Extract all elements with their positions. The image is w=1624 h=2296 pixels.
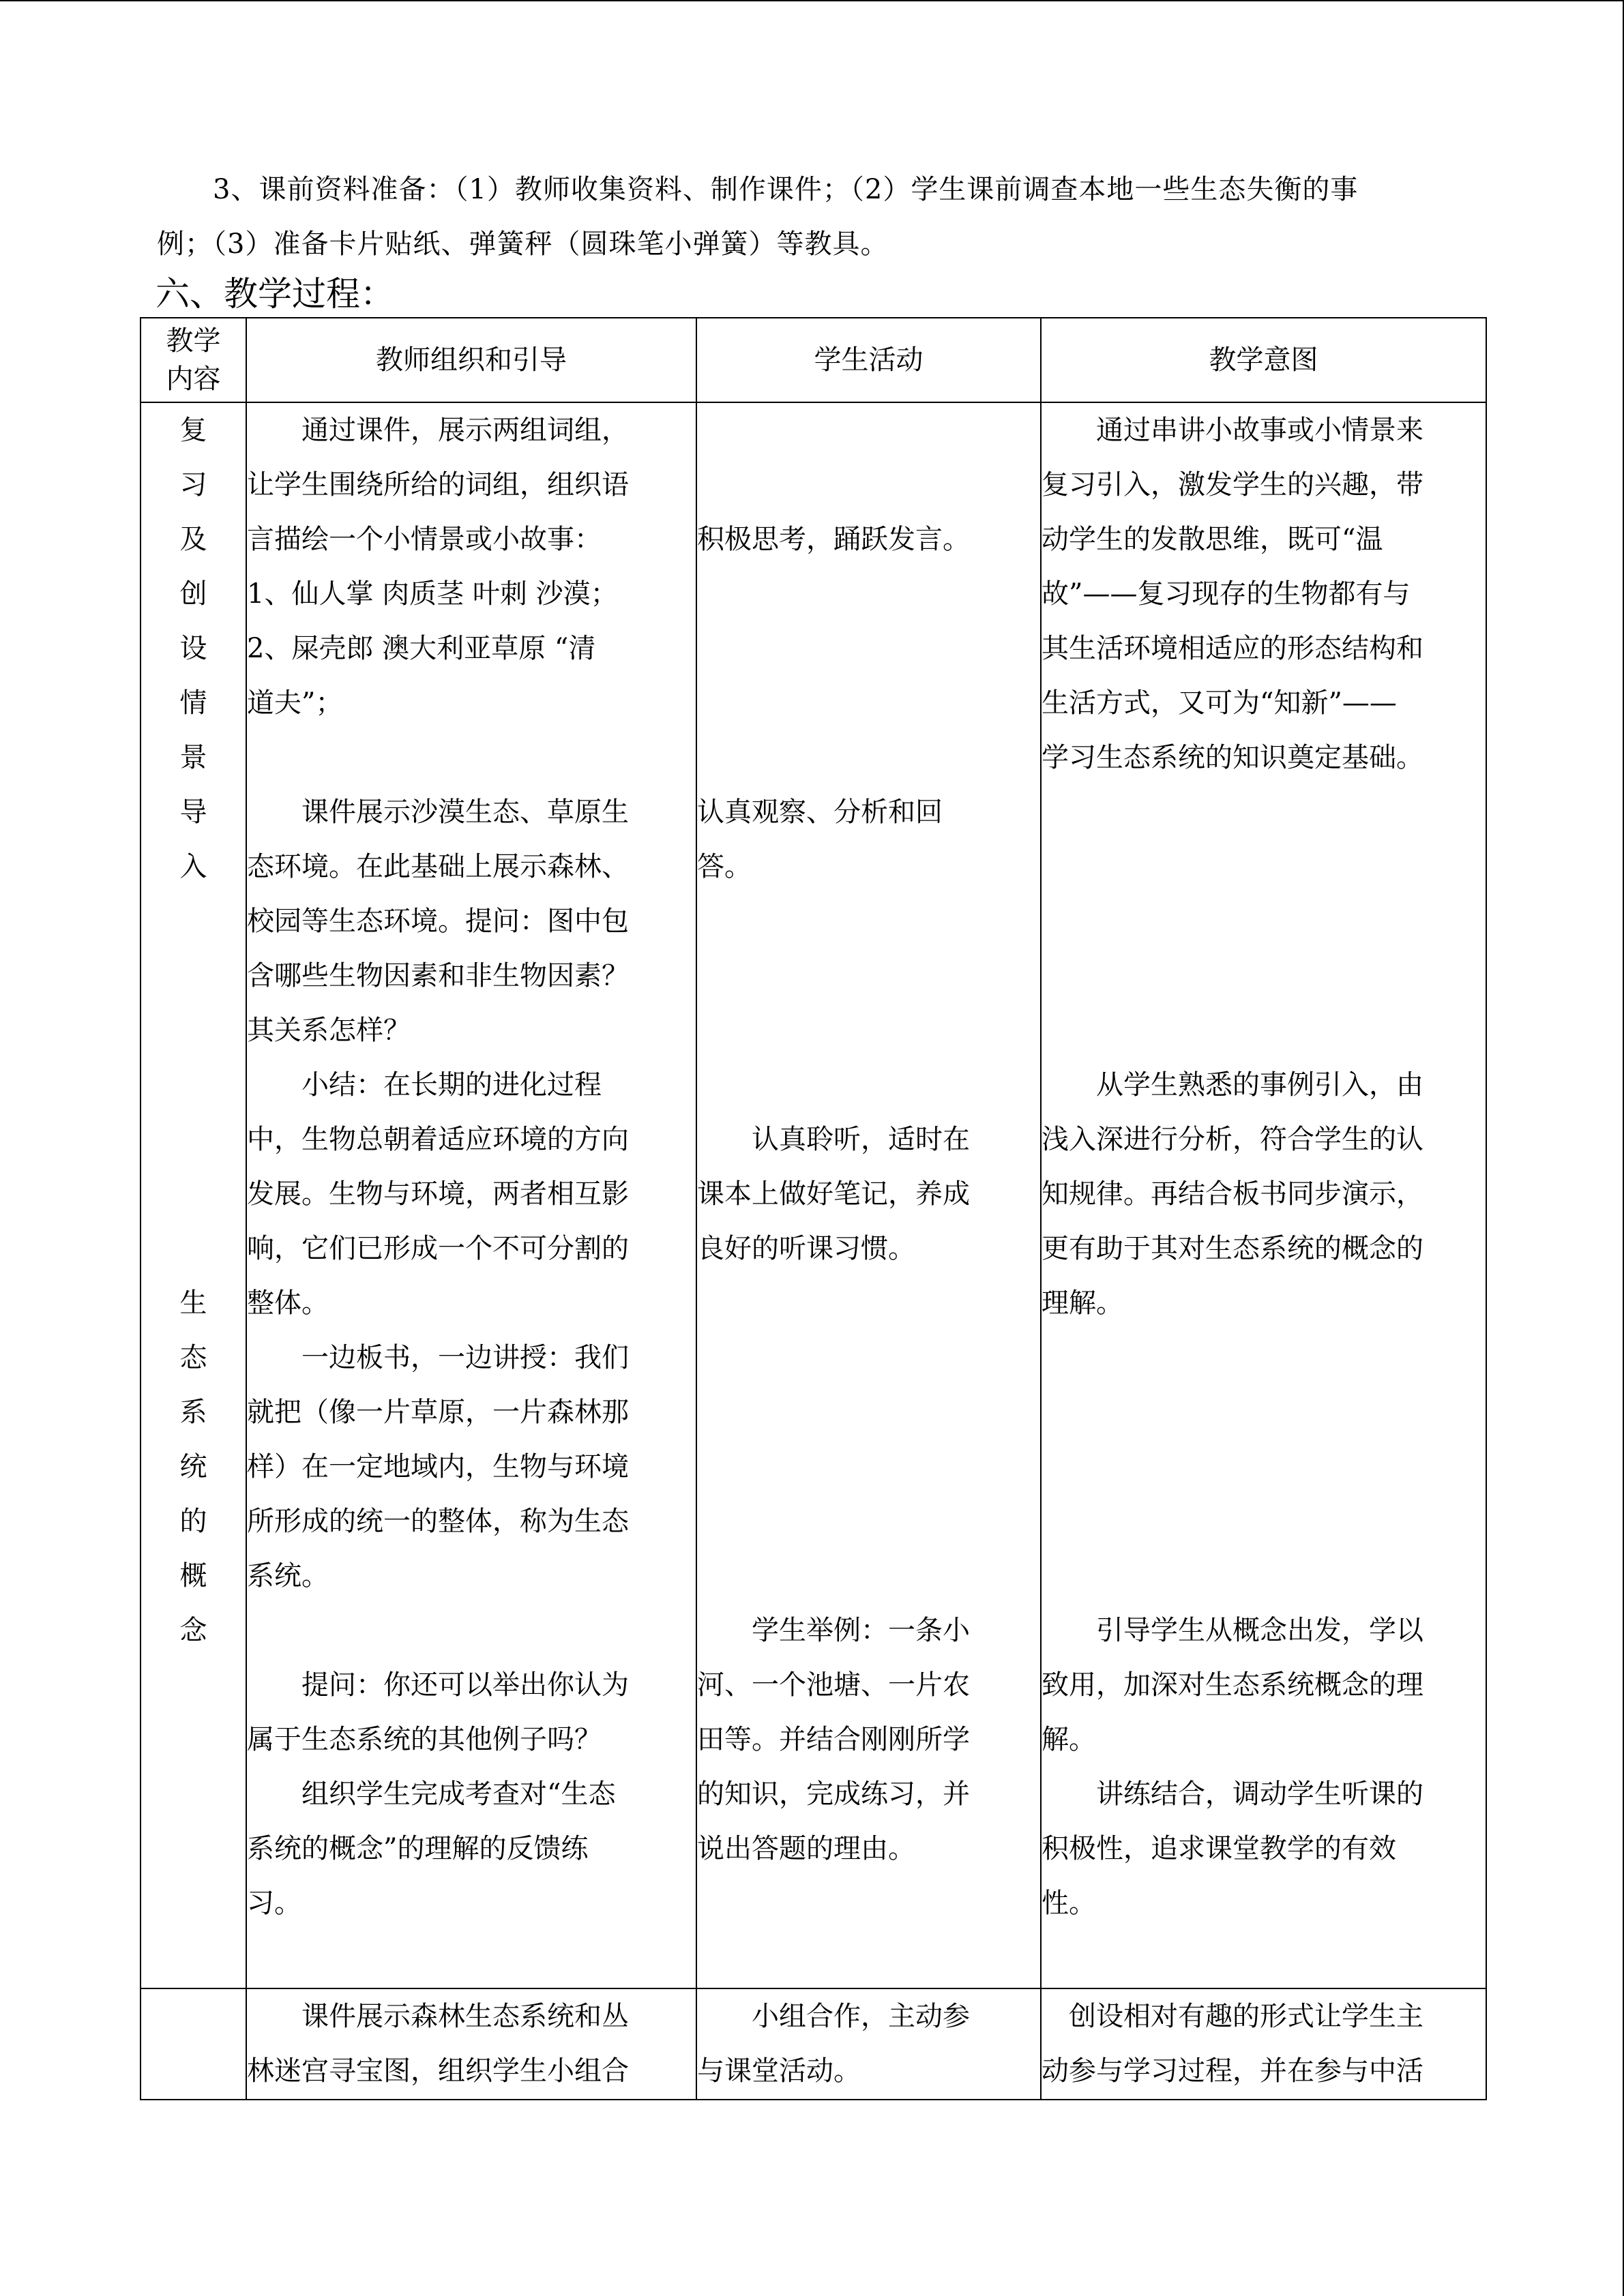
- prep-paragraph: [157, 162, 1473, 271]
- student-line: [697, 894, 1040, 949]
- content-char: 态: [179, 1342, 207, 1373]
- intent-line: 更有助于其对生态系统的概念的: [1042, 1233, 1423, 1264]
- content-char: 情: [179, 687, 207, 719]
- teacher-line: 响，它们已形成一个不可分割的: [247, 1233, 629, 1264]
- intent-line: 引导学生从概念出发，学以: [1042, 1615, 1423, 1646]
- content-char: 景: [179, 742, 207, 773]
- content-char: [141, 1221, 246, 1276]
- student-line: [697, 621, 1040, 676]
- header-content-label: 教学内容: [166, 325, 221, 395]
- intent-line: 动学生的发散思维，既可“温: [1042, 524, 1383, 555]
- intent-line: 致用，加深对生态系统概念的理: [1042, 1669, 1423, 1701]
- teacher-line: 课件展示森林生态系统和丛: [247, 2001, 629, 2032]
- teacher-line: 通过课件，展示两组词组，: [247, 415, 629, 446]
- content-char: 系: [179, 1397, 207, 1428]
- student-line: [697, 1440, 1040, 1494]
- content-char: 创: [179, 578, 207, 610]
- table-row: [141, 1988, 1486, 2100]
- header-teacher: 教师组织和引导: [246, 318, 696, 402]
- content-char: 及: [179, 524, 207, 555]
- student-line: [697, 949, 1040, 1003]
- student-line: 学生举例：一条小: [697, 1615, 970, 1646]
- content-char: 导: [179, 796, 207, 828]
- teacher-line: [247, 730, 696, 785]
- teacher-line: 系统的概念”的理解的反馈练: [247, 1833, 589, 1864]
- teacher-line: 其关系怎样？: [247, 1015, 411, 1046]
- teacher-cell: [246, 402, 696, 1988]
- content-char: [141, 1167, 246, 1221]
- teacher-line: 林迷宫寻宝图，组织学生小组合: [247, 2055, 629, 2087]
- student-line: 认真聆听，适时在: [697, 1124, 970, 1155]
- student-line: 答。: [697, 851, 752, 882]
- student-line: 认真观察、分析和回: [697, 796, 943, 828]
- student-line: 说出答题的理由。: [697, 1833, 915, 1864]
- student-line: 良好的听课习惯。: [697, 1233, 915, 1264]
- teaching-process-table: [140, 317, 1487, 2100]
- content-char: [141, 1003, 246, 1058]
- content-char: 概: [179, 1560, 207, 1592]
- intent-cell: [1041, 1988, 1486, 2100]
- teacher-line: 就把（像一片草原，一片森林那: [247, 1397, 629, 1428]
- intent-line: 故”——复习现存的生物都有与: [1042, 578, 1411, 610]
- teacher-line: 态环境。在此基础上展示森林、: [247, 851, 629, 882]
- intent-line: 通过串讲小故事或小情景来: [1042, 415, 1423, 446]
- intent-cell: [1041, 402, 1486, 1988]
- header-content: [141, 318, 246, 402]
- student-line: [697, 1276, 1040, 1330]
- intent-line: 动参与学习过程，并在参与中活: [1042, 2055, 1423, 2087]
- student-line: [697, 1494, 1040, 1549]
- intent-line: [1042, 785, 1486, 839]
- content-char: 设: [179, 633, 207, 664]
- student-line: [697, 1058, 1040, 1112]
- intent-line: 学习生态系统的知识奠定基础。: [1042, 742, 1423, 773]
- intent-line: 解。: [1042, 1724, 1096, 1755]
- intent-line: 性。: [1042, 1888, 1096, 1919]
- teacher-line: 课件展示沙漠生态、草原生: [247, 796, 629, 828]
- content-char: 统: [179, 1451, 207, 1482]
- content-char: [141, 1112, 246, 1167]
- intent-line: 积极性，追求课堂教学的有效: [1042, 1833, 1396, 1864]
- header-student: 学生活动: [696, 318, 1041, 402]
- teacher-line: 言描绘一个小情景或小故事：: [247, 524, 602, 555]
- intent-line: 浅入深进行分析，符合学生的认: [1042, 1124, 1423, 1155]
- content-char: 入: [179, 851, 207, 882]
- student-cell: [696, 1988, 1041, 2100]
- content-char: 念: [179, 1615, 207, 1646]
- content-char: 习: [179, 469, 207, 501]
- prep-line-2: 例；（3）准备卡片贴纸、弹簧秤（圆珠笔小弹簧）等教具。: [157, 228, 889, 260]
- intent-line: [1042, 839, 1486, 894]
- student-line: 课本上做好笔记，养成: [697, 1178, 970, 1210]
- intent-line: 复习引入，激发学生的兴趣，带: [1042, 469, 1423, 501]
- teacher-line: 校园等生态环境。提问：图中包: [247, 906, 629, 937]
- table-header-row: [141, 318, 1486, 402]
- student-line: 田等。并结合刚刚所学: [697, 1724, 970, 1755]
- prep-line-1: 3、课前资料准备：（1）教师收集资料、制作课件；（2）学生课前调查本地一些生态失衡的事: [157, 174, 1359, 205]
- teacher-line: 提问：你还可以举出你认为: [247, 1669, 629, 1701]
- student-line: 积极思考，踊跃发言。: [697, 524, 970, 555]
- intent-line: 知规律。再结合板书同步演示，: [1042, 1178, 1423, 1210]
- student-line: 与课堂活动。: [697, 2055, 861, 2087]
- intent-line: 其生活环境相适应的形态结构和: [1042, 633, 1423, 664]
- content-char: [141, 1058, 246, 1112]
- teacher-line: [247, 1603, 696, 1658]
- teacher-line: 系统。: [247, 1560, 329, 1592]
- intent-line: [1042, 1003, 1486, 1058]
- intent-line: 生活方式，又可为“知新”——: [1042, 687, 1397, 719]
- content-cell: [141, 1988, 246, 2100]
- content-char: 的: [179, 1506, 207, 1537]
- student-line: [697, 676, 1040, 730]
- student-line: [697, 1385, 1040, 1440]
- student-line: [697, 458, 1040, 512]
- teacher-line: 中，生物总朝着适应环境的方向: [247, 1124, 629, 1155]
- header-intent: 教学意图: [1041, 318, 1486, 402]
- teacher-line: 发展。生物与环境，两者相互影: [247, 1178, 629, 1210]
- intent-line: 讲练结合，调动学生听课的: [1042, 1778, 1423, 1810]
- teacher-line: 整体。: [247, 1287, 329, 1319]
- intent-line: [1042, 1549, 1486, 1603]
- student-line: 的知识，完成练习，并: [697, 1778, 970, 1810]
- intent-line: [1042, 894, 1486, 949]
- teacher-line: 含哪些生物因素和非生物因素？: [247, 960, 629, 992]
- section-heading: 六、教学过程：: [156, 274, 394, 314]
- table-row: [141, 402, 1486, 1988]
- student-line: [697, 1330, 1040, 1385]
- teacher-line: 样）在一定地域内，生物与环境: [247, 1451, 629, 1482]
- teacher-line: 所形成的统一的整体，称为生态: [247, 1506, 629, 1537]
- teacher-line: 1、仙人掌 肉质茎 叶刺 沙漠；: [247, 578, 618, 610]
- student-line: [697, 1549, 1040, 1603]
- intent-line: [1042, 1440, 1486, 1494]
- teacher-line: 道夫”；: [247, 687, 343, 719]
- student-cell: [696, 402, 1041, 1988]
- student-line: 小组合作，主动参: [697, 2001, 970, 2032]
- intent-line: [1042, 949, 1486, 1003]
- student-line: 河、一个池塘、一片农: [697, 1669, 970, 1701]
- intent-line: 创设相对有趣的形式让学生主: [1042, 2001, 1423, 2032]
- content-char: [141, 894, 246, 949]
- intent-line: [1042, 1330, 1486, 1385]
- teacher-line: 2、屎壳郎 澳大利亚草原 “清: [247, 633, 596, 664]
- student-line: [697, 403, 1040, 458]
- intent-line: [1042, 1385, 1486, 1440]
- content-char: [141, 949, 246, 1003]
- teacher-line: 小结：在长期的进化过程: [247, 1069, 602, 1101]
- teacher-line: 一边板书，一边讲授：我们: [247, 1342, 629, 1373]
- content-cell: [141, 402, 246, 1988]
- intent-line: 从学生熟悉的事例引入，由: [1042, 1069, 1423, 1101]
- teacher-line: 属于生态系统的其他例子吗？: [247, 1724, 602, 1755]
- student-line: [697, 730, 1040, 785]
- teacher-line: 习。: [247, 1888, 301, 1919]
- intent-line: 理解。: [1042, 1287, 1123, 1319]
- content-char: 生: [179, 1287, 207, 1319]
- student-line: [697, 567, 1040, 621]
- teacher-line: 让学生围绕所给的词组，组织语: [247, 469, 629, 501]
- teacher-line: 组织学生完成考查对“生态: [247, 1778, 616, 1810]
- teacher-cell: [246, 1988, 696, 2100]
- content-char: 复: [179, 415, 207, 446]
- intent-line: [1042, 1494, 1486, 1549]
- student-line: [697, 1003, 1040, 1058]
